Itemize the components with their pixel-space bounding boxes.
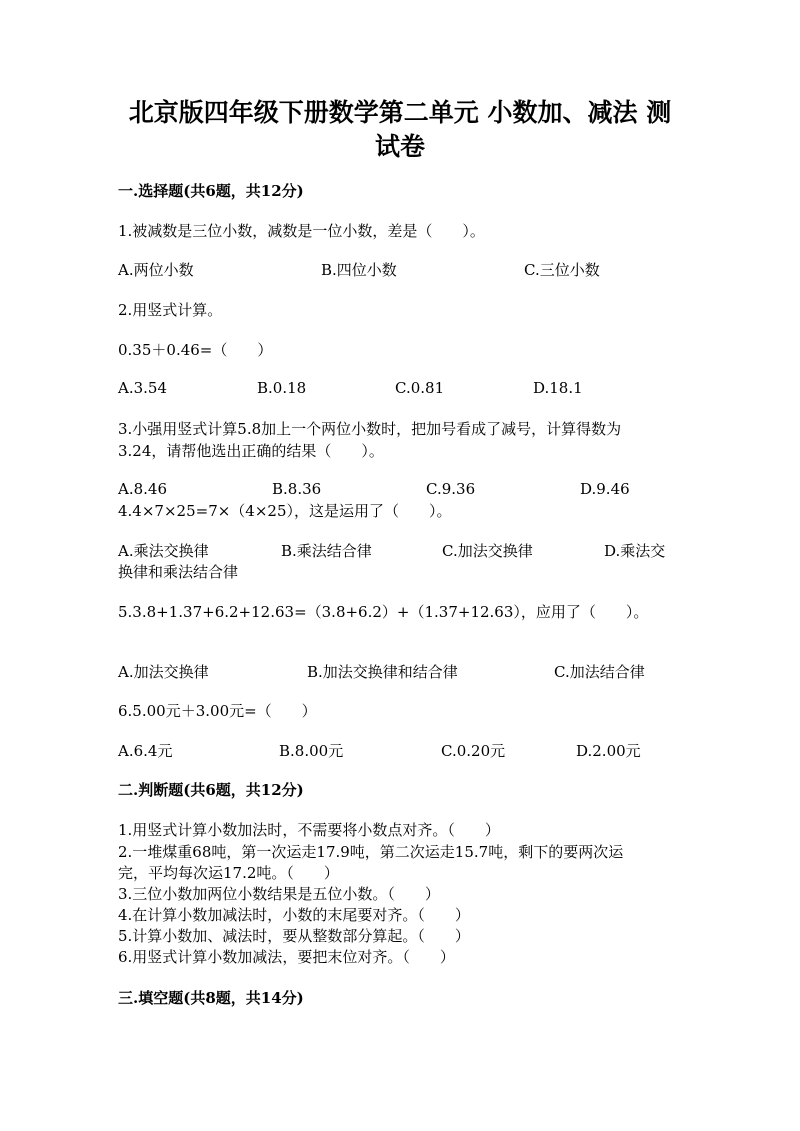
question-1-option-a: A.两位小数 bbox=[118, 261, 194, 279]
section-heading-choice: 一.选择题(共6题，共12分) bbox=[118, 182, 304, 200]
judge-item-2-line-1: 2.一堆煤重68吨，第一次运走17.9吨，第二次运走15.7吨，剩下的要两次运 bbox=[118, 843, 624, 861]
question-4-option-d: D.乘法交 bbox=[604, 542, 666, 560]
question-1-option-b: B.四位小数 bbox=[321, 261, 397, 279]
question-3-option-b: B.8.36 bbox=[272, 480, 322, 498]
question-2-stem: 2.用竖式计算。 bbox=[118, 301, 223, 319]
question-4-option-a: A.乘法交换律 bbox=[118, 542, 209, 560]
question-5-option-b: B.加法交换律和结合律 bbox=[307, 663, 458, 681]
question-5-option-c: C.加法结合律 bbox=[554, 663, 645, 681]
page-title bbox=[120, 96, 680, 164]
question-2-option-b: B.0.18 bbox=[257, 379, 307, 397]
title-line-1: 北京版四年级下册数学第二单元 小数加、减法 测 bbox=[128, 98, 672, 127]
title-line-2: 试卷 bbox=[374, 132, 425, 161]
question-2-option-d: D.18.1 bbox=[533, 379, 583, 397]
question-5-stem: 5.3.8+1.37+6.2+12.63=（3.8+6.2）+（1.37+12.63），应用了（ ）。 bbox=[118, 603, 649, 621]
question-4-stem: 4.4×7×25=7×（4×25），这是运用了（ ）。 bbox=[118, 502, 452, 520]
question-4-option-b: B.乘法结合律 bbox=[281, 542, 372, 560]
judge-item-5: 5.计算小数加、减法时，要从整数部分算起。（ ） bbox=[118, 927, 470, 945]
question-6-option-c: C.0.20元 bbox=[441, 742, 506, 760]
judge-item-1: 1.用竖式计算小数加法时，不需要将小数点对齐。（ ） bbox=[118, 821, 500, 839]
question-2-expression: 0.35＋0.46=（ ） bbox=[118, 341, 273, 359]
judge-item-6: 6.用竖式计算小数加减法，要把末位对齐。（ ） bbox=[118, 948, 455, 966]
question-1-stem: 1.被减数是三位小数，减数是一位小数，差是（ ）。 bbox=[118, 222, 485, 240]
judge-item-3: 3.三位小数加两位小数结果是五位小数。（ ） bbox=[118, 885, 440, 903]
question-2-option-a: A.3.54 bbox=[118, 379, 167, 397]
question-6-option-b: B.8.00元 bbox=[279, 742, 344, 760]
section-heading-fill-in: 三.填空题(共8题，共14分) bbox=[118, 989, 304, 1007]
judge-item-2-line-2: 完，平均每次运17.2吨。（ ） bbox=[118, 864, 339, 882]
question-3-option-c: C.9.36 bbox=[426, 480, 476, 498]
question-6-stem: 6.5.00元＋3.00元=（ ） bbox=[118, 702, 317, 720]
question-3-stem-line-1: 3.小强用竖式计算5.8加上一个两位小数时，把加号看成了减号，计算得数为 bbox=[118, 420, 622, 438]
question-3-option-a: A.8.46 bbox=[118, 480, 167, 498]
question-4-option-d-continued: 换律和乘法结合律 bbox=[118, 563, 239, 581]
question-1-option-c: C.三位小数 bbox=[524, 261, 600, 279]
section-heading-true-false: 二.判断题(共6题，共12分) bbox=[118, 781, 304, 799]
question-2-option-c: C.0.81 bbox=[395, 379, 445, 397]
question-3-option-d: D.9.46 bbox=[580, 480, 630, 498]
question-6-option-a: A.6.4元 bbox=[118, 742, 173, 760]
question-5-option-a: A.加法交换律 bbox=[118, 663, 209, 681]
question-3-stem-line-2: 3.24，请帮他选出正确的结果（ ）。 bbox=[118, 442, 384, 460]
question-4-option-c: C.加法交换律 bbox=[442, 542, 533, 560]
judge-item-4: 4.在计算小数加减法时，小数的末尾要对齐。（ ） bbox=[118, 906, 470, 924]
question-6-option-d: D.2.00元 bbox=[576, 742, 641, 760]
